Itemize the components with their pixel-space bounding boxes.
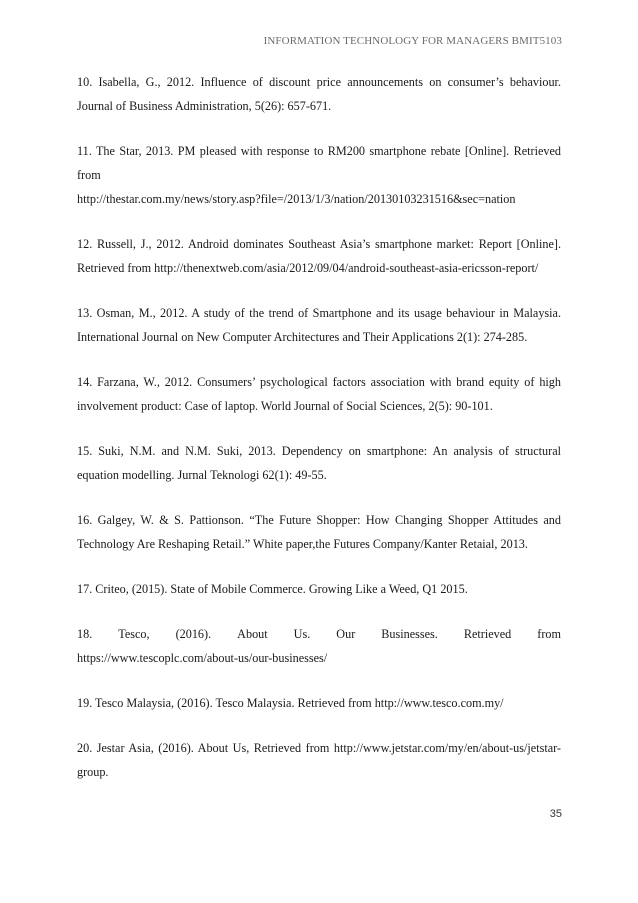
reference-word: 18. [77, 627, 93, 641]
reference-item [77, 577, 561, 601]
reference-item [77, 622, 561, 670]
reference-list [77, 70, 561, 805]
reference-item [77, 370, 561, 418]
reference-text: 10. Isabella, G., 2012. Influence of discount price announcements on consumer’s behaviour. Journal of Business Administration, 5(26): 657-671. [77, 75, 561, 113]
reference-item [77, 508, 561, 556]
reference-item [77, 736, 561, 784]
reference-word: Tesco, [118, 627, 150, 641]
reference-text: 14. Farzana, W., 2012. Consumers’ psychological factors association with brand equity of high involvement product: Case of laptop. World Journal of Social Sciences, 2(5): 90-101. [77, 375, 561, 413]
reference-item [77, 70, 561, 118]
reference-text-justified [77, 622, 561, 646]
reference-url: https://www.tescoplc.com/about-us/our-businesses/ [77, 651, 328, 665]
reference-item [77, 439, 561, 487]
reference-item [77, 232, 561, 280]
reference-text: 19. Tesco Malaysia, (2016). Tesco Malaysia. Retrieved from http://www.tesco.com.my/ [77, 696, 504, 710]
reference-text: 15. Suki, N.M. and N.M. Suki, 2013. Dependency on smartphone: An analysis of structural equation modelling. Jurnal Teknologi 62(1): 49-55. [77, 444, 561, 482]
reference-text: 20. Jestar Asia, (2016). About Us, Retrieved from http://www.jetstar.com/my/en/about-us/jetstar-group. [77, 741, 561, 779]
reference-word: from [537, 627, 561, 641]
reference-word: (2016). [175, 627, 212, 641]
reference-item [77, 301, 561, 349]
reference-text: 17. Criteo, (2015). State of Mobile Commerce. Growing Like a Weed, Q1 2015. [77, 582, 468, 596]
reference-word: About [237, 627, 268, 641]
reference-word: Retrieved [463, 627, 512, 641]
reference-text: 13. Osman, M., 2012. A study of the trend of Smartphone and its usage behaviour in Malaysia. International Journal on New Computer Architectures and Their Applications 2(1): 274-285. [77, 306, 561, 344]
reference-text: 11. The Star, 2013. PM pleased with response to RM200 smartphone rebate [Online]. Retrieved from [77, 144, 561, 182]
reference-item [77, 139, 561, 211]
reference-text: 12. Russell, J., 2012. Android dominates Southeast Asia’s smartphone market: Report [Online]. Retrieved from http://thenextweb.com/asia/2012/09/04/android-southeast-asia-ericsson-report/ [77, 237, 561, 275]
reference-url: http://thestar.com.my/news/story.asp?file=/2013/1/3/nation/20130103231516&sec=nation [77, 192, 516, 206]
reference-word: Our [336, 627, 356, 641]
reference-word: Us. [293, 627, 311, 641]
page-number: 35 [549, 808, 562, 820]
reference-item [77, 691, 561, 715]
running-header: INFORMATION TECHNOLOGY FOR MANAGERS BMIT5103 [263, 35, 562, 47]
reference-word: Businesses. [381, 627, 438, 641]
reference-text: 16. Galgey, W. & S. Pattionson. “The Future Shopper: How Changing Shopper Attitudes and Technology Are Reshaping Retail.” White paper,the Futures Company/Kanter Retaial, 2013. [77, 513, 561, 551]
